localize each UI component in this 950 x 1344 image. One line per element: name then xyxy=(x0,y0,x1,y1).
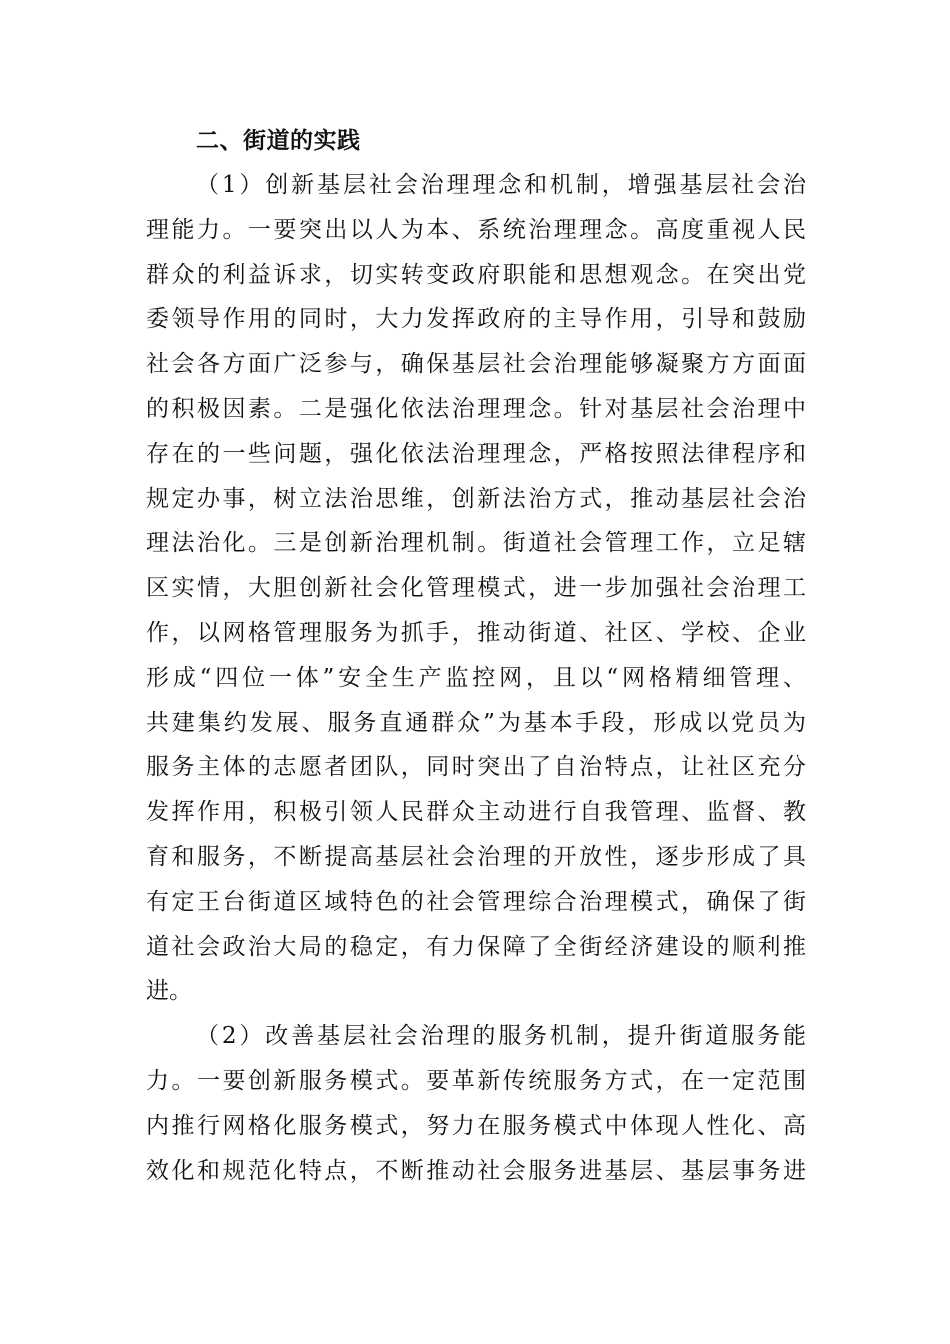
text-line: 存在的一些问题，强化依法治理理念，严格按照法律程序和 xyxy=(146,440,806,467)
text-line: 形成“四位一体”安全生产监控网，且以“网格精细管理、 xyxy=(146,664,806,691)
text-line: 规定办事，树立法治思维，创新法治方式，推动基层社会治 xyxy=(146,485,806,512)
text-line: 作，以网格管理服务为抓手，推动街道、社区、学校、企业 xyxy=(146,620,806,646)
text-line: 群众的利益诉求，切实转变政府职能和思想观念。在突出党 xyxy=(146,261,806,288)
text-line: 理法治化。三是创新治理机制。街道社会管理工作，立足辖 xyxy=(146,530,806,557)
text-line: 力。一要创新服务模式。要革新传统服务方式，在一定范围 xyxy=(146,1068,806,1094)
text-line: 社会各方面广泛参与，确保基层社会治理能够凝聚方方面面 xyxy=(146,351,806,378)
section-heading: 二、街道的实践 xyxy=(196,128,361,154)
text-line: 发挥作用，积极引领人民群众主动进行自我管理、监督、教 xyxy=(146,799,806,826)
text-line: 的积极因素。二是强化依法治理理念。针对基层社会治理中 xyxy=(146,396,806,422)
text-line: 内推行网格化服务模式，努力在服务模式中体现人性化、高 xyxy=(146,1112,806,1139)
text-line: 理能力。一要突出以人为本、系统治理理念。高度重视人民 xyxy=(146,216,806,243)
text-line: （1）创新基层社会治理理念和机制，增强基层社会治 xyxy=(196,172,806,198)
text-line: 有定王台街道区域特色的社会管理综合治理模式，确保了街 xyxy=(146,888,806,915)
text-line: 效化和规范化特点，不断推动社会服务进基层、基层事务进 xyxy=(146,1157,806,1184)
text-line: 服务主体的志愿者团队，同时突出了自治特点，让社区充分 xyxy=(146,754,806,781)
text-line: （2）改善基层社会治理的服务机制，提升街道服务能 xyxy=(196,1023,806,1050)
text-line: 道社会政治大局的稳定，有力保障了全街经济建设的顺利推 xyxy=(146,933,806,960)
text-line: 区实情，大胆创新社会化管理模式，进一步加强社会治理工 xyxy=(146,575,806,602)
text-line: 委领导作用的同时，大力发挥政府的主导作用，引导和鼓励 xyxy=(146,306,806,333)
text-line: 进。 xyxy=(146,978,192,1005)
text-line: 共建集约发展、服务直通群众”为基本手段，形成以党员为 xyxy=(146,709,806,736)
text-line: 育和服务，不断提高基层社会治理的开放性，逐步形成了具 xyxy=(146,844,806,870)
